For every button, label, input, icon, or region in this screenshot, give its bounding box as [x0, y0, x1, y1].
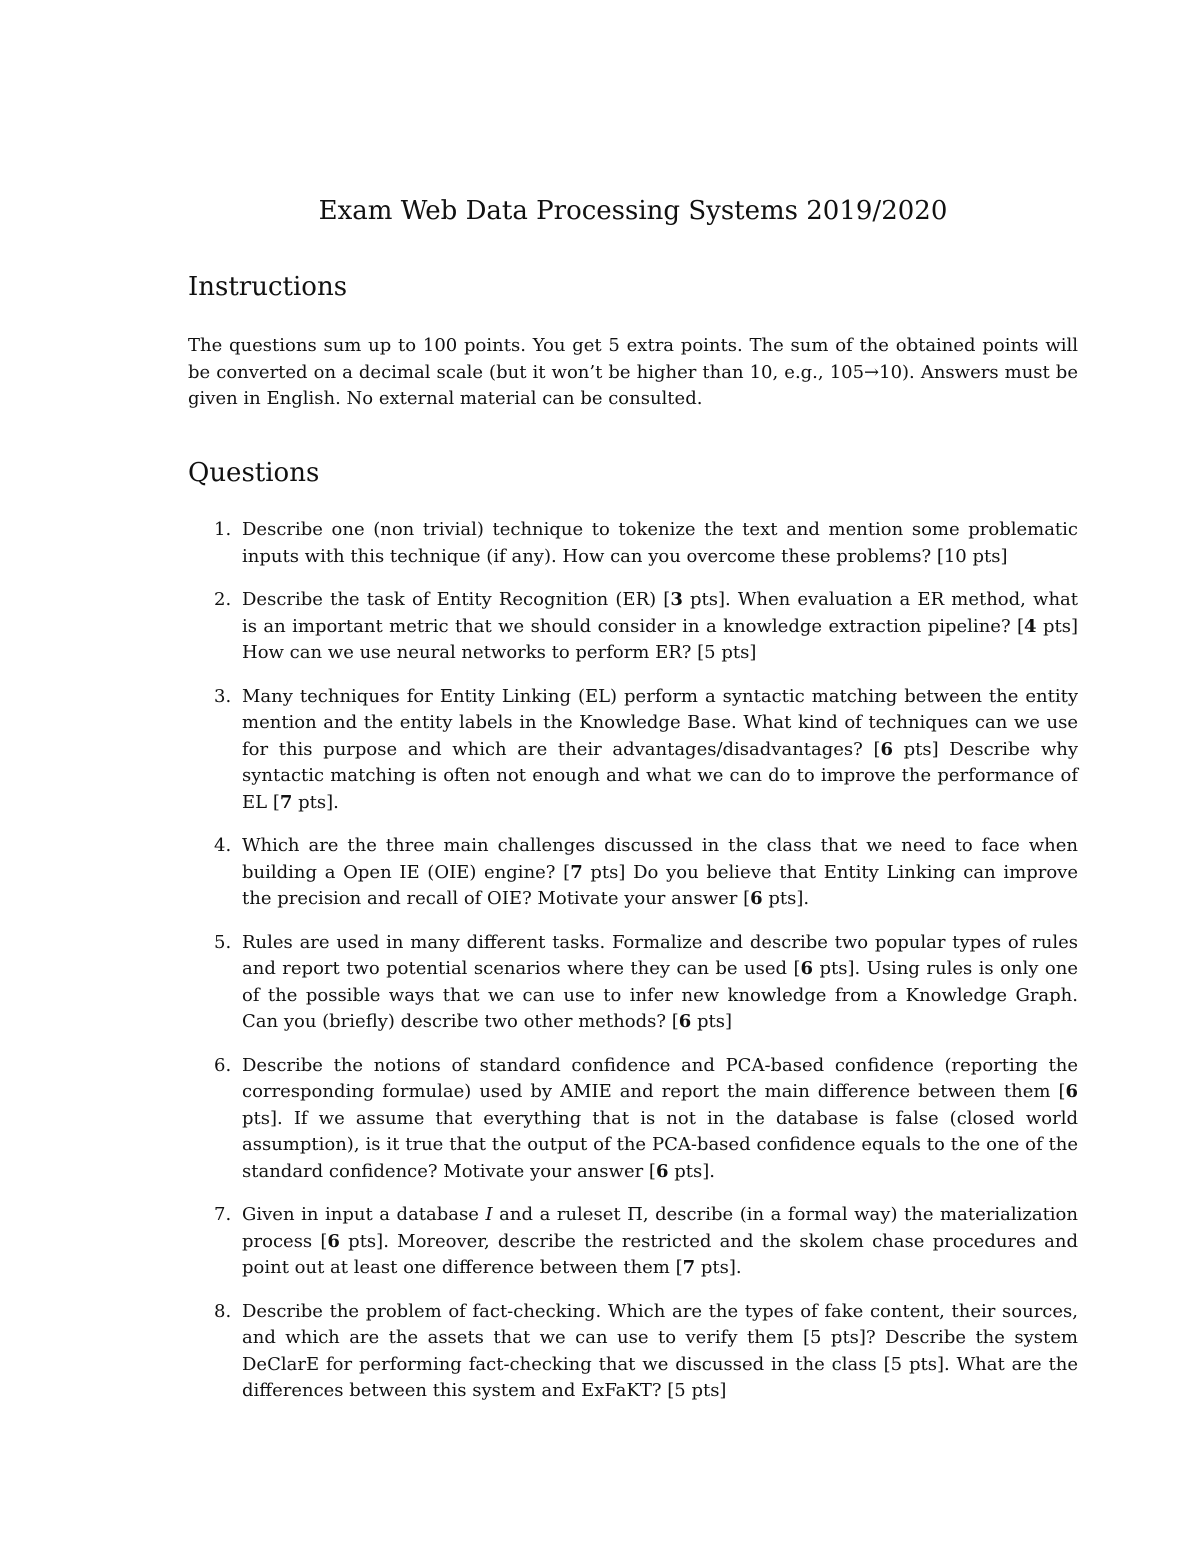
question-number: 1.	[214, 519, 232, 540]
points-value: 6	[750, 888, 763, 909]
points-value: 6	[655, 1160, 669, 1182]
question-text-run: pts].	[762, 888, 810, 909]
question-item	[188, 1202, 1078, 1282]
points-value: 6	[800, 958, 814, 979]
question-number: 4.	[214, 835, 232, 856]
question-text-run: Given in input a database	[242, 1204, 486, 1225]
question-text	[242, 519, 1078, 567]
question-text-run: pts] Do you believe that Entity Linking can improve the precision and recall of OIE? Motivate your answer [	[242, 861, 1079, 909]
question-text	[242, 835, 1078, 909]
question-text	[242, 1055, 1078, 1182]
points-value: 6	[678, 1011, 692, 1032]
question-number: 6.	[214, 1054, 232, 1076]
instructions-text: The questions sum up to 100 points. You get 5 extra points. The sum of the obtained points will be converted on a decimal scale (but it won’t be higher than 10, e.g., 105→10). Answers must be given in English. No external material can be consulted.	[188, 335, 1078, 409]
page-title: Exam Web Data Processing Systems 2019/2020	[318, 196, 948, 226]
question-text-run: Rules are used in many different tasks. Formalize and describe two popular types of rules and report two potential scenarios where they can be used [	[242, 931, 1078, 979]
question-text-run: Describe the notions of standard confidence and PCA-based confidence (reporting the corresponding formulae) used by AMIE and report the main difference between them [	[242, 1054, 1078, 1102]
points-value: 3	[670, 589, 683, 610]
points-value: 4	[1024, 615, 1037, 637]
question-text	[242, 589, 1078, 663]
question-text-run: pts] How can we use neural networks to perform ER? [5 pts]	[242, 615, 1078, 663]
question-list	[188, 517, 1078, 1422]
question-text-run: Describe the task of Entity Recognition (ER) [	[242, 589, 671, 610]
points-value: 6	[1065, 1081, 1078, 1102]
question-text-run: Which are the three main challenges discussed in the class that we need to face when building a Open IE (OIE) engine? [	[242, 835, 1078, 883]
question-number: 5.	[214, 931, 232, 953]
question-item	[188, 930, 1078, 1036]
question-text-run: pts] Describe why syntactic matching is often not enough and what we can do to improve the performance of EL [	[242, 738, 1078, 813]
question-item	[188, 1299, 1078, 1405]
question-text-run: pts]. Using rules is only one of the possible ways that we can use to infer new knowledge from a Knowledge Graph. Can you (briefly) describe two other methods? [	[242, 958, 1078, 1032]
question-text-run: and a ruleset Π, describe (in a formal way) the materialization process [	[242, 1204, 1078, 1252]
question-number: 2.	[214, 589, 232, 610]
question-text-run: pts]. Moreover, describe the restricted and the skolem chase procedures and point out at least one difference between them [	[242, 1230, 1078, 1278]
question-text	[242, 1301, 1078, 1402]
question-text-run: pts].	[695, 1257, 742, 1278]
math-symbol: I	[485, 1204, 493, 1225]
question-text-run: Describe the problem of fact-checking. Which are the types of fake content, their sources, and which are the assets that we can use to verify them [5 pts]? Describe the system DeClarE for performing fact-checking that we discussed in the class [5 pts]. What are the differences between this system and ExFaKT? [5 pts]	[242, 1300, 1078, 1401]
question-item	[188, 833, 1078, 913]
points-value: 6	[880, 738, 893, 760]
points-value: 6	[327, 1230, 340, 1252]
instructions-heading: Instructions	[188, 272, 348, 302]
question-text	[242, 686, 1078, 813]
question-number: 3.	[214, 685, 232, 707]
points-value: 7	[682, 1257, 696, 1278]
question-text-run: pts]. If we assume that everything that is not in the database is false (closed world assumption), is it true that the output of the PCA-based confidence equals to the one of the standard confidence? Motivate your answer [	[242, 1107, 1078, 1182]
question-text	[242, 932, 1078, 1033]
question-number: 7.	[214, 1204, 232, 1225]
question-item	[188, 517, 1078, 570]
question-text-run: pts].	[292, 791, 339, 813]
question-item	[188, 684, 1078, 817]
question-text-run: Describe one (non trivial) technique to tokenize the text and mention some problematic inputs with this technique (if any). How can you overcome these problems? [10 pts]	[242, 519, 1078, 567]
questions-heading: Questions	[188, 458, 320, 488]
question-text-run: pts]	[691, 1011, 733, 1032]
question-text-run: Many techniques for Entity Linking (EL) perform a syntactic matching between the entity mention and the entity labels in the Knowledge Base. What kind of techniques can we use for this purpose and which are their advantages/disadvantages? [	[242, 685, 1078, 760]
points-value: 7	[279, 791, 293, 813]
question-text-run: pts].	[668, 1160, 715, 1182]
question-item	[188, 587, 1078, 667]
question-text-run: pts]. When evaluation a ER method, what is an important metric that we should consider in a knowledge extraction pipeline? [	[242, 589, 1078, 637]
question-text	[242, 1204, 1078, 1278]
question-item	[188, 1053, 1078, 1186]
question-number: 8.	[214, 1300, 232, 1322]
points-value: 7	[570, 861, 583, 883]
